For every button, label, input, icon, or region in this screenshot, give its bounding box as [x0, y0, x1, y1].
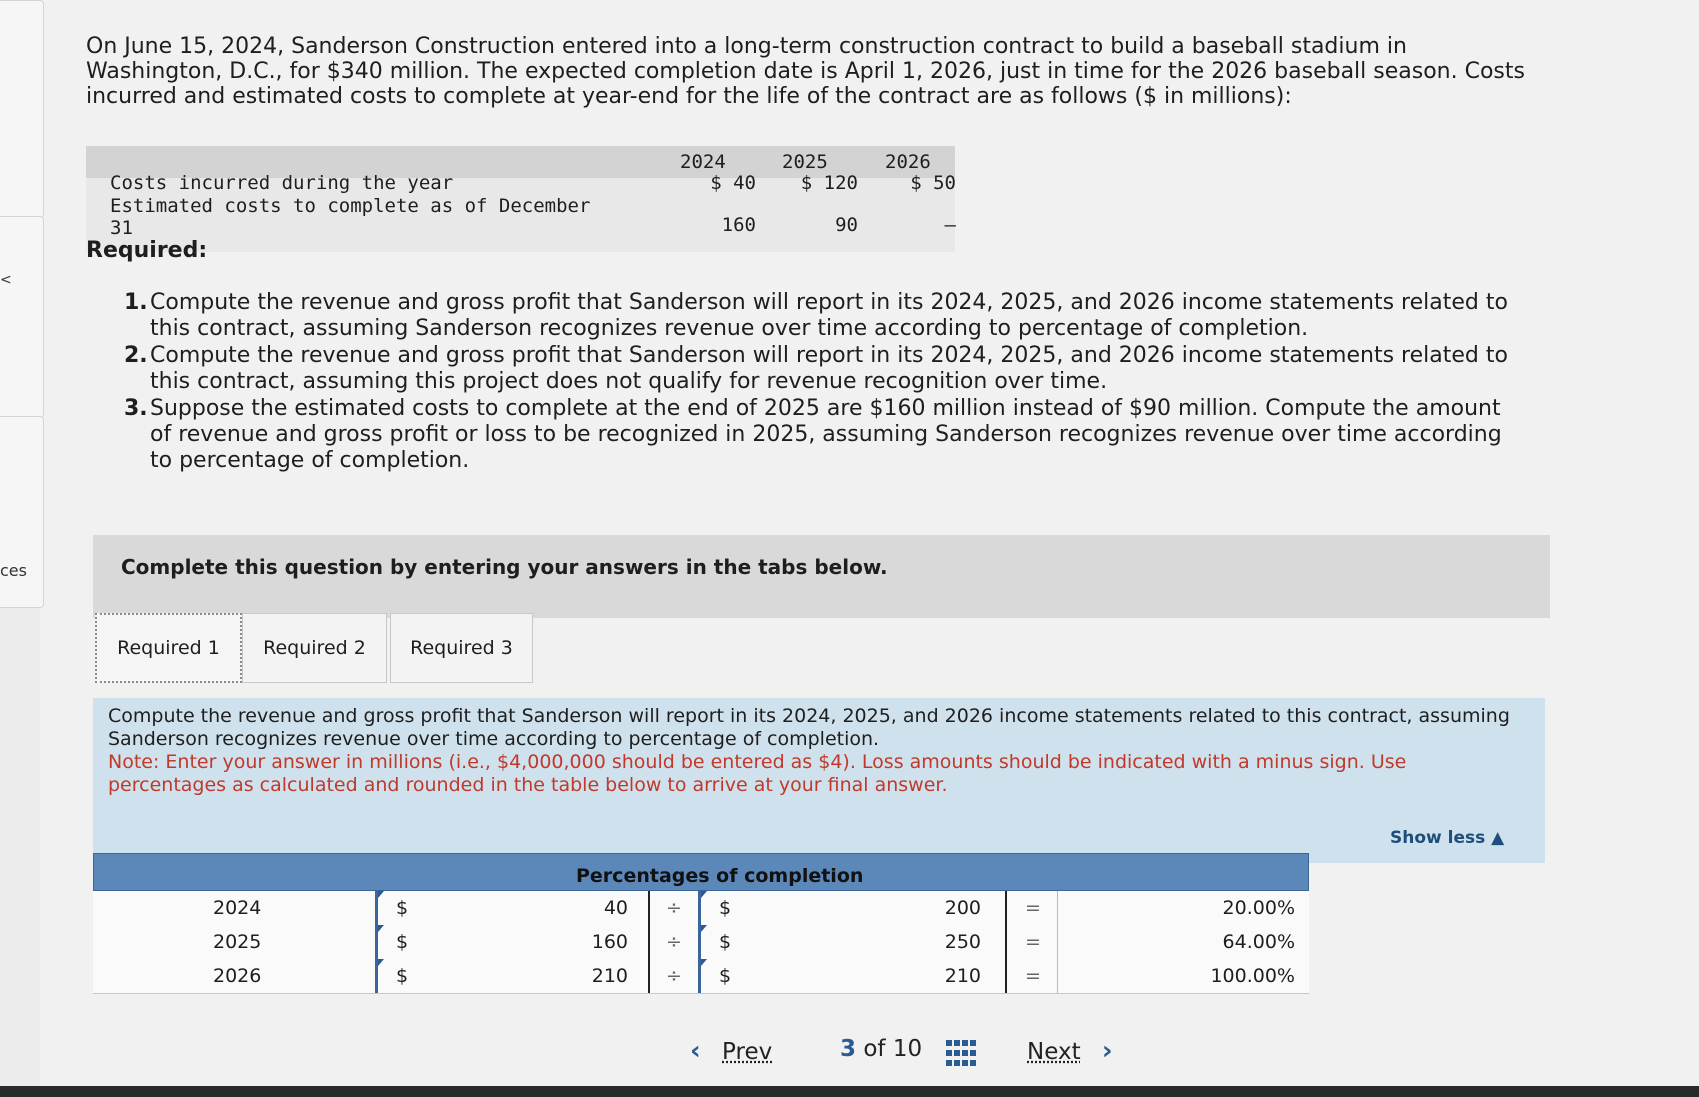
costs-incurred-label: Costs incurred during the year [110, 172, 454, 194]
dollar-sign: $ [719, 897, 732, 919]
divider [1057, 925, 1058, 959]
denominator-input[interactable] [698, 925, 1001, 959]
divider [1005, 891, 1007, 925]
prev-button[interactable] [690, 1036, 772, 1066]
estimated-costs-label-line2: 31 [110, 217, 133, 239]
table-row [93, 925, 1309, 960]
pct-result: 100.00% [1210, 965, 1295, 987]
tab-required-2[interactable]: Required 2 [242, 613, 387, 683]
instructions-panel [93, 698, 1545, 863]
input-flag-icon [378, 925, 384, 932]
requirement-item-2 [124, 343, 1524, 395]
sidebar-panel-middle[interactable] [0, 216, 44, 418]
row-year: 2026 [213, 965, 262, 987]
table-row [93, 891, 1309, 926]
year-header-2025: 2025 [782, 151, 828, 173]
denominator-input[interactable] [698, 959, 1001, 993]
page-total: 10 [892, 1036, 923, 1062]
divider [648, 959, 650, 993]
sidebar-panel-top [0, 0, 44, 218]
numerator-input[interactable] [375, 959, 640, 993]
requirement-item-1 [124, 290, 1524, 342]
input-flag-icon [701, 891, 707, 898]
denominator-value: 200 [944, 897, 981, 919]
dollar-sign: $ [396, 897, 409, 919]
dollar-sign: $ [719, 965, 732, 987]
next-label: Next [1027, 1039, 1081, 1065]
dollar-sign: $ [719, 931, 732, 953]
complete-banner-text: Complete this question by entering your answers in the tabs below. [121, 555, 888, 579]
requirements-list [124, 290, 1524, 475]
row-year: 2024 [213, 897, 262, 919]
requirement-number: 3. [124, 396, 148, 421]
denominator-input[interactable] [698, 891, 1001, 925]
numerator-value: 160 [591, 931, 628, 953]
show-less-button[interactable]: Show less ▲ [1390, 828, 1505, 848]
cost-table [86, 146, 955, 252]
required-heading: Required: [86, 238, 208, 263]
dollar-sign: $ [396, 931, 409, 953]
tab-required-3[interactable]: Required 3 [390, 613, 533, 683]
estimated-costs-2026: – [944, 214, 956, 236]
requirement-text: Compute the revenue and gross profit that Sanderson will report in its 2024, 2025, and 2026 income statements related to this contract, assuming Sanderson recognizes revenue over time according to percentage of completion. [150, 290, 1508, 341]
costs-incurred-2026: $ 50 [910, 172, 956, 194]
input-flag-icon [378, 959, 384, 966]
divider [1005, 925, 1007, 959]
next-button[interactable] [1027, 1036, 1113, 1066]
table-row [93, 959, 1309, 994]
estimated-costs-2024: 160 [721, 214, 756, 236]
year-header-2024: 2024 [680, 151, 726, 173]
divide-sign: ÷ [666, 897, 682, 919]
pct-result: 64.00% [1222, 931, 1295, 953]
estimated-costs-label: Estimated costs to complete as of December [110, 195, 591, 217]
numerator-value: 40 [603, 897, 628, 919]
equals-sign: = [1025, 931, 1041, 953]
chevron-left-icon: ‹ [690, 1036, 701, 1066]
numerator-input[interactable] [375, 891, 640, 925]
divider [1057, 891, 1058, 925]
page-current: 3 [840, 1036, 857, 1062]
page-indicator [840, 1036, 922, 1062]
numerator-value: 210 [591, 965, 628, 987]
sidebar-chevron-icon[interactable]: < [0, 272, 12, 288]
equals-sign: = [1025, 965, 1041, 987]
costs-incurred-2025: $ 120 [800, 172, 858, 194]
year-header-2026: 2026 [885, 151, 931, 173]
complete-banner [93, 535, 1550, 618]
costs-incurred-2024: $ 40 [710, 172, 756, 194]
grid-icon[interactable] [946, 1040, 974, 1068]
numerator-input[interactable] [375, 925, 640, 959]
requirement-item-3 [124, 396, 1524, 474]
requirement-number: 1. [124, 290, 148, 315]
instructions-note: Note: Enter your answer in millions (i.e., $4,000,000 should be entered as $4). Loss amounts should be indicated with a minus sign. Use percentages as calculated and rounded in the table below to arrive at your final answer. [108, 751, 1407, 796]
pct-result: 20.00% [1222, 897, 1295, 919]
input-flag-icon [378, 891, 384, 898]
bottom-bar [0, 1086, 1699, 1097]
divide-sign: ÷ [666, 965, 682, 987]
prev-label: Prev [722, 1039, 773, 1065]
pct-table-title: Percentages of completion [576, 865, 864, 887]
input-flag-icon [701, 925, 707, 932]
divider [1005, 959, 1007, 993]
instructions-text [108, 705, 1528, 797]
estimated-costs-2025: 90 [835, 214, 858, 236]
divide-sign: ÷ [666, 931, 682, 953]
divider [1057, 959, 1058, 993]
percentage-completion-table [93, 853, 1309, 1010]
input-flag-icon [701, 959, 707, 966]
denominator-value: 210 [944, 965, 981, 987]
problem-intro: On June 15, 2024, Sanderson Construction entered into a long-term construction contract to build a baseball stadium in Washington, D.C., for $340 million. The expected completion date is April 1, 2026, just in time for the 2026 baseball season. Costs incurred and estimated costs to complete at year-end for the life of the contract are as follows ($ in millions): [86, 34, 1525, 109]
row-year: 2025 [213, 931, 262, 953]
requirement-text: Compute the revenue and gross profit that Sanderson will report in its 2024, 2025, and 2026 income statements related to this contract, assuming this project does not qualify for revenue recognition over time. [150, 343, 1508, 394]
pct-table-header [93, 853, 1309, 891]
equals-sign: = [1025, 897, 1041, 919]
tab-required-1[interactable]: Required 1 [95, 613, 242, 683]
page-of: of [863, 1036, 886, 1062]
dollar-sign: $ [396, 965, 409, 987]
denominator-value: 250 [944, 931, 981, 953]
requirement-text: Suppose the estimated costs to complete at the end of 2025 are $160 million instead of $90 million. Compute the amount of revenue and gross profit or loss to be recognized in 2025, assuming Sanderson recognizes revenue over time according to percentage of completion. [150, 396, 1502, 473]
chevron-right-icon: › [1101, 1036, 1113, 1066]
requirement-number: 2. [124, 343, 148, 368]
instructions-main: Compute the revenue and gross profit that Sanderson will report in its 2024, 2025, and 2026 income statements related to this contract, assuming Sanderson recognizes revenue over time according to percentage of completion. [108, 705, 1510, 750]
sidebar-label[interactable]: ces [0, 561, 27, 580]
divider [648, 925, 650, 959]
divider [648, 891, 650, 925]
